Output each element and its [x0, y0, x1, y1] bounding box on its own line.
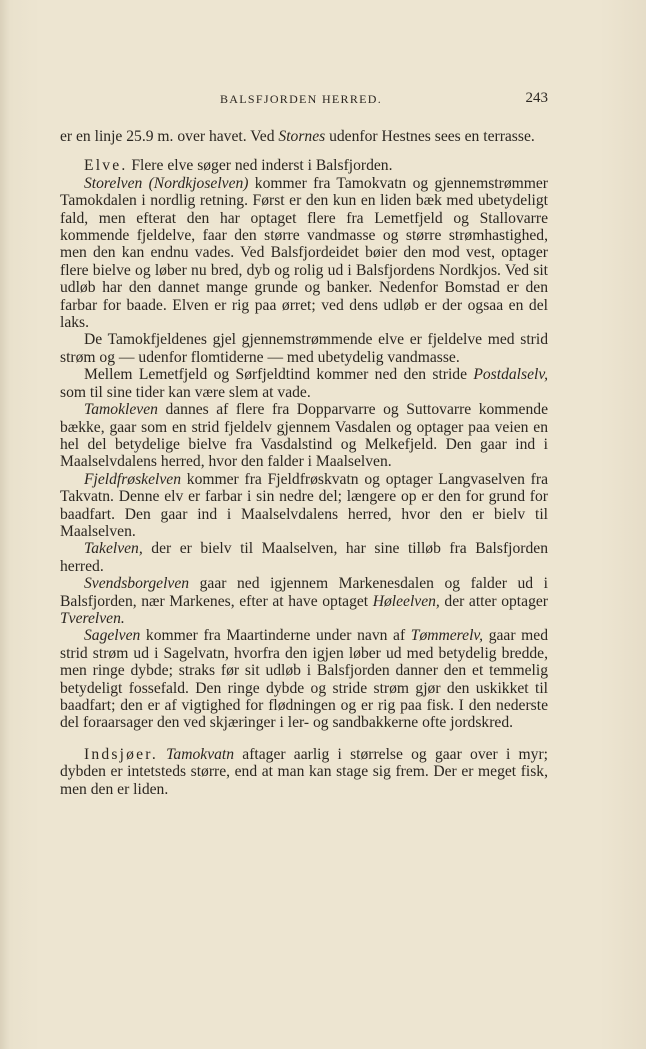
paragraph-takelven: Takelven, der er bielv til Maalselven, har sine tilløb fra Balsfjorden herred. — [60, 540, 548, 575]
paragraph-postdalselv: Mellem Lemetfjeld og Sørfjeldtind kommer ned den stride Postdalselv, som til sine tider kan være slem at vade. — [60, 366, 548, 401]
body-text — [60, 128, 548, 798]
paragraph-svendsborgelven: Svendsborgelven gaar ned igjennem Markenesdalen og falder ud i Balsfjorden, nær Markenes, efter at have optaget Høleelven, der atter optager Tverelven. — [60, 575, 548, 627]
section-heading-elve: Elve. — [84, 157, 128, 175]
section-heading-indsjoer: Indsjøer. — [84, 745, 158, 763]
paragraph-elve: Elve. Flere elve søger ned inderst i Balsfjorden. — [84, 157, 393, 175]
paragraph-fjeldfroskelven: Fjeldfrøskelven kommer fra Fjeldfrøskvatn og optager Langvaselven fra Takvatn. Denne elv er farbar i sin nedre del; længere op er den for grund for baadfart. Den gaar ind i Maalselvdalens herred, hvor den er bielv til Maalselven. — [60, 470, 548, 540]
page-number: 243 — [525, 90, 548, 106]
paragraph-storelven: Storelven (Nordkjoselven) kommer fra Tamokvatn og gjennemstrømmer Tamokdalen i nordlig retning. Først er den kun en liden bæk med ubetydeligt fald, men efterat den har optaget flere fra Lemetfjeld og Stallovarre kommende fjeldelve, faar den større vandmasse og større strømhastighed, men den kan endnu vades. Ved Balsfjordeidet bøier den mod vest, optager flere bielve og løber nu bred, dyb og rolig ud i Balsfjordens Nordkjos. Ved sit udløb har den dannet mange grunde og banker. Nedenfor Bomstad er den farbar for baade. Elven er rig paa ørret; ved dens udløb er der ogsaa en del laks. — [60, 174, 548, 332]
paragraph-terrace: er en linje 25.9 m. over havet. Ved Stornes udenfor Hestnes sees en terrasse. — [60, 128, 535, 145]
paragraph-tamokleven: Tamokleven dannes af flere fra Dopparvarre og Suttovarre kommende bække, gaar som en strid fjeldelv gjennem Vasdalen og optager paa veien en hel del betydelige bielve fra Vasdalstind og Melkefjeld. Den gaar ind i Maalselvdalens herred, hvor den falder i Maalselven. — [60, 401, 548, 471]
header-title: BALSFJORDEN HERRED. — [220, 92, 383, 106]
paragraph-sagelven: Sagelven kommer fra Maartinderne under navn af Tømmerelv, gaar med strid strøm ud i Sagelvatn, hvorfra den igjen løber ud med betydelig bredde, men ringe dybde; straks før sit udløb i Balsfjorden danner den et temmelig betydeligt fossefald. Den ringe dybde og stride strøm gjør den uskikket til baadfart; den er af vigtighed for flødningen og er rig paa fisk. I den nederste del foraarsager den ved skjæringer i ler- og sandbakkerne ofte jordskred. — [60, 627, 548, 732]
running-header — [60, 92, 548, 112]
paragraph-tamokfjeldene: De Tamokfjeldenes gjel gjennemstrømmende elve er fjeldelve med strid strøm og — udenfor flomtiderne — med ubetydelig vandmasse. — [60, 331, 548, 366]
paragraph-indsjoer: Indsjøer. Tamokvatn aftager aarlig i størrelse og gaar over i myr; dybden er intetsteds større, end at man kan stage sig frem. Der er meget fisk, men den er liden. — [60, 745, 548, 798]
